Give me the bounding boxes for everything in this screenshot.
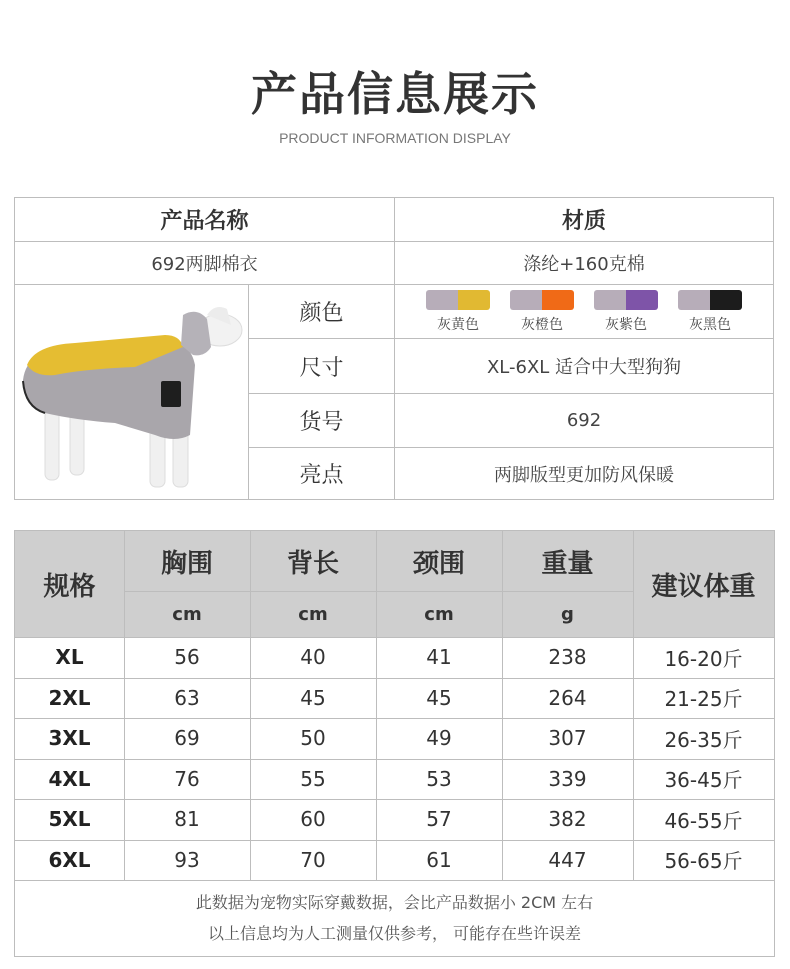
row-value: 53 <box>426 766 452 791</box>
color-swatch <box>510 290 574 334</box>
header-unit: cm <box>124 591 250 637</box>
swatch-bar <box>678 290 742 310</box>
product-image <box>15 285 248 499</box>
color-swatch <box>594 290 658 334</box>
row-value: 63 <box>174 685 200 710</box>
row-value: 40 <box>300 645 326 670</box>
header-unit: g <box>502 591 633 637</box>
header-column: 背长 <box>250 531 376 591</box>
label-highlight: 亮点 <box>299 463 344 488</box>
color-swatch <box>678 290 742 334</box>
header-unit: cm <box>376 591 502 637</box>
header-material: 材质 <box>561 209 606 234</box>
highlight-value: 两脚版型更加防风保暖 <box>494 464 674 486</box>
product-info-table <box>14 197 774 500</box>
swatch-bar <box>426 290 490 310</box>
row-value: 61 <box>426 847 452 872</box>
row-value: 307 <box>548 726 587 751</box>
row-size: 6XL <box>48 847 91 872</box>
header-column: 重量 <box>502 531 633 591</box>
row-weight: 21-25斤 <box>664 687 743 712</box>
sku-value: 692 <box>566 410 602 431</box>
page-title: 产品信息展示 <box>251 67 539 121</box>
row-value: 57 <box>426 807 452 832</box>
material-value: 涤纶+160克棉 <box>523 254 645 275</box>
header-product-name: 产品名称 <box>160 209 249 234</box>
color-swatch <box>426 290 490 334</box>
label-size: 尺寸 <box>299 355 344 381</box>
row-value: 49 <box>426 726 452 751</box>
row-value: 55 <box>300 766 326 791</box>
product-name-value: 692两脚棉衣 <box>151 254 258 275</box>
label-color: 颜色 <box>299 301 344 326</box>
swatch-name: 灰紫色 <box>605 316 647 333</box>
row-value: 447 <box>548 847 587 872</box>
swatch-bar <box>594 290 658 310</box>
row-value: 81 <box>174 807 200 832</box>
note-line: 此数据为宠物实际穿戴数据，会比产品数据小 2CM 左右 <box>195 893 594 912</box>
row-value: 238 <box>548 645 587 670</box>
label-sku: 货号 <box>299 410 344 435</box>
swatch-name: 灰黑色 <box>689 316 731 333</box>
row-size: 3XL <box>48 726 91 751</box>
header-spec: 规格 <box>15 531 124 637</box>
row-size: 5XL <box>48 807 91 832</box>
row-value: 50 <box>300 726 326 751</box>
row-value: 45 <box>300 685 326 710</box>
swatch-name: 灰黄色 <box>437 316 479 333</box>
row-value: 69 <box>174 726 200 751</box>
color-swatches <box>395 285 773 338</box>
size-value: XL-6XL 适合中大型狗狗 <box>486 357 682 378</box>
header-column: 颈围 <box>376 531 502 591</box>
swatch-bar <box>510 290 574 310</box>
header-weight: 建议体重 <box>633 531 774 637</box>
row-value: 56 <box>174 645 200 670</box>
header-unit: cm <box>250 591 376 637</box>
row-value: 93 <box>174 847 200 872</box>
row-size: XL <box>55 645 84 670</box>
row-weight: 46-55斤 <box>664 808 743 833</box>
row-weight: 36-45斤 <box>664 768 743 793</box>
row-weight: 26-35斤 <box>664 727 743 752</box>
row-value: 339 <box>548 766 587 791</box>
row-weight: 56-65斤 <box>664 849 743 874</box>
swatch-name: 灰橙色 <box>521 316 563 333</box>
row-value: 382 <box>548 807 587 832</box>
row-size: 4XL <box>48 766 91 791</box>
row-value: 264 <box>548 685 587 710</box>
row-value: 60 <box>300 807 326 832</box>
page-subtitle: PRODUCT INFORMATION DISPLAY <box>279 130 511 146</box>
row-value: 76 <box>174 766 200 791</box>
row-size: 2XL <box>48 685 91 710</box>
note-line: 以上信息均为人工测量仅供参考， 可能存在些许误差 <box>207 924 582 943</box>
size-chart-table <box>14 530 775 957</box>
row-value: 45 <box>426 685 452 710</box>
row-value: 70 <box>300 847 326 872</box>
header-column: 胸围 <box>124 531 250 591</box>
row-weight: 16-20斤 <box>664 646 743 671</box>
row-value: 41 <box>426 645 452 670</box>
notes <box>15 880 774 956</box>
